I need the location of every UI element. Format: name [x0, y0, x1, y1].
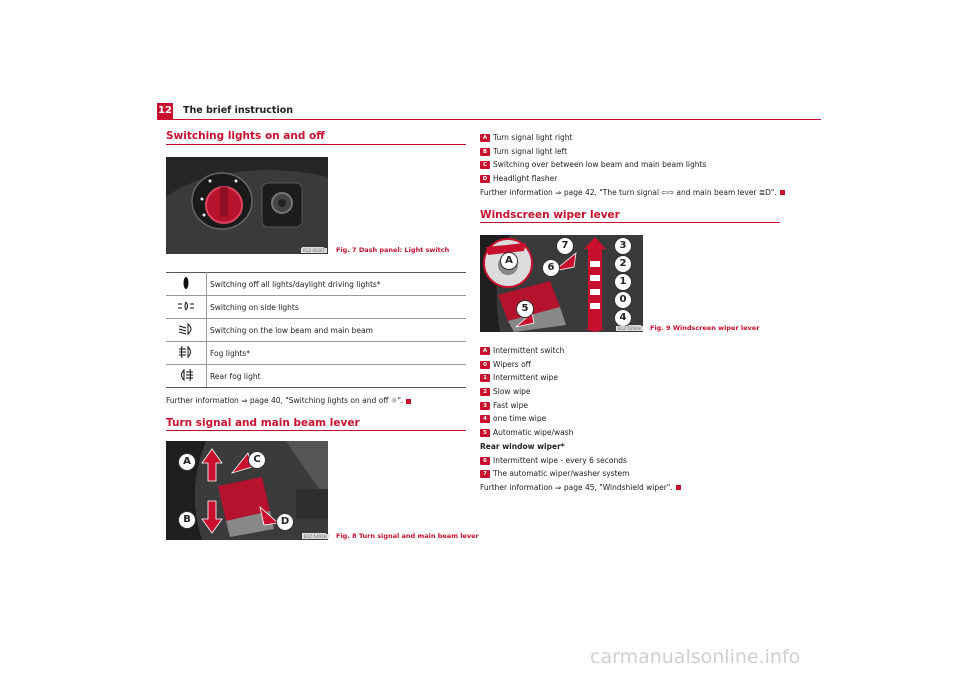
end-mark-icon	[406, 399, 411, 404]
wiper-lever-figure	[480, 235, 643, 332]
list-item: 6 Intermittent wipe - every 6 seconds	[480, 454, 681, 468]
wiper-further-info: Further information ⇒ page 45, "Windshield wiper".	[480, 481, 681, 495]
callout-a: A	[500, 252, 518, 270]
rear-fog-light-icon	[166, 365, 207, 388]
table-row	[166, 319, 466, 342]
list-item: 2 Slow wipe	[480, 385, 681, 399]
turn-heading: Turn signal and main beam lever	[166, 417, 360, 429]
callout-d: D	[276, 513, 294, 531]
turn-further-info: Further information ⇒ page 42, "The turn signal ⇦⇨ and main beam lever ≣D".	[480, 186, 785, 200]
page-number: 12	[157, 103, 173, 119]
wiper-figure-code: B1Z-5292H	[618, 326, 641, 331]
list-item: 4 one time wipe	[480, 412, 681, 426]
table-cell: Switching on the low beam and main beam	[207, 319, 467, 342]
light-switch-figure	[166, 157, 328, 254]
callout-a: A	[178, 453, 196, 471]
table-row	[166, 342, 466, 365]
callout-6: 6	[542, 259, 560, 277]
table-cell: Switching on side lights	[207, 296, 467, 319]
list-item: 3 Fast wipe	[480, 399, 681, 413]
light-switch-figure-code: B1Z-0026F	[303, 248, 325, 253]
wiper-caption: Fig. 9 Windscreen wiper lever	[650, 324, 760, 332]
turn-heading-rule	[166, 430, 466, 431]
callout-1: 1	[614, 273, 632, 291]
callout-5: 5	[516, 300, 534, 318]
callout-4: 4	[614, 309, 632, 327]
list-item: A Intermittent switch	[480, 344, 681, 358]
list-item: D Headlight flasher	[480, 172, 785, 186]
wiper-items-list	[480, 344, 681, 495]
turn-signal-caption: Fig. 8 Turn signal and main beam lever	[336, 532, 479, 540]
side-lights-icon	[166, 296, 207, 319]
callout-7: 7	[556, 237, 574, 255]
table-row	[166, 365, 466, 388]
table-cell: Switching off all lights/daylight driving lights*	[207, 273, 467, 296]
lights-heading-rule	[166, 144, 466, 145]
lights-heading: Switching lights on and off	[166, 130, 325, 142]
table-row	[166, 296, 466, 319]
turn-items-list	[480, 131, 785, 199]
list-item: 0 Wipers off	[480, 358, 681, 372]
callout-c: C	[248, 451, 266, 469]
list-item: 1 Intermittent wipe	[480, 371, 681, 385]
list-item: A Turn signal light right	[480, 131, 785, 145]
rear-wiper-heading: Rear window wiper*	[480, 441, 565, 451]
callout-b: B	[178, 511, 196, 529]
end-mark-icon	[676, 485, 681, 490]
list-item: 5 Automatic wipe/wash	[480, 426, 681, 440]
lights-table	[166, 272, 466, 388]
list-item: B Turn signal light left	[480, 145, 785, 159]
wiper-heading-rule	[480, 222, 780, 223]
watermark: carmanualsonline.info	[590, 646, 801, 668]
table-cell: Rear fog light	[207, 365, 467, 388]
turn-signal-figure-code: B1Z-5402H	[304, 534, 327, 539]
list-item: 7 The automatic wiper/washer system	[480, 467, 681, 481]
callout-3: 3	[614, 237, 632, 255]
wiper-heading: Windscreen wiper lever	[480, 209, 620, 221]
table-cell: Fog lights*	[207, 342, 467, 365]
callout-2: 2	[614, 255, 632, 273]
lights-further-info: Further information ⇒ page 40, "Switching lights on and off ☼".	[166, 396, 411, 405]
header-rule	[157, 119, 821, 120]
off-switch-icon	[166, 273, 207, 296]
callout-0: 0	[614, 291, 632, 309]
low-beam-icon	[166, 319, 207, 342]
table-row	[166, 273, 466, 296]
end-mark-icon	[780, 190, 785, 195]
header-title: The brief instruction	[183, 105, 294, 116]
list-item: C Switching over between low beam and main beam lights	[480, 158, 785, 172]
light-switch-caption: Fig. 7 Dash panel: Light switch	[336, 246, 450, 254]
fog-lights-icon	[166, 342, 207, 365]
turn-signal-figure	[166, 441, 328, 540]
